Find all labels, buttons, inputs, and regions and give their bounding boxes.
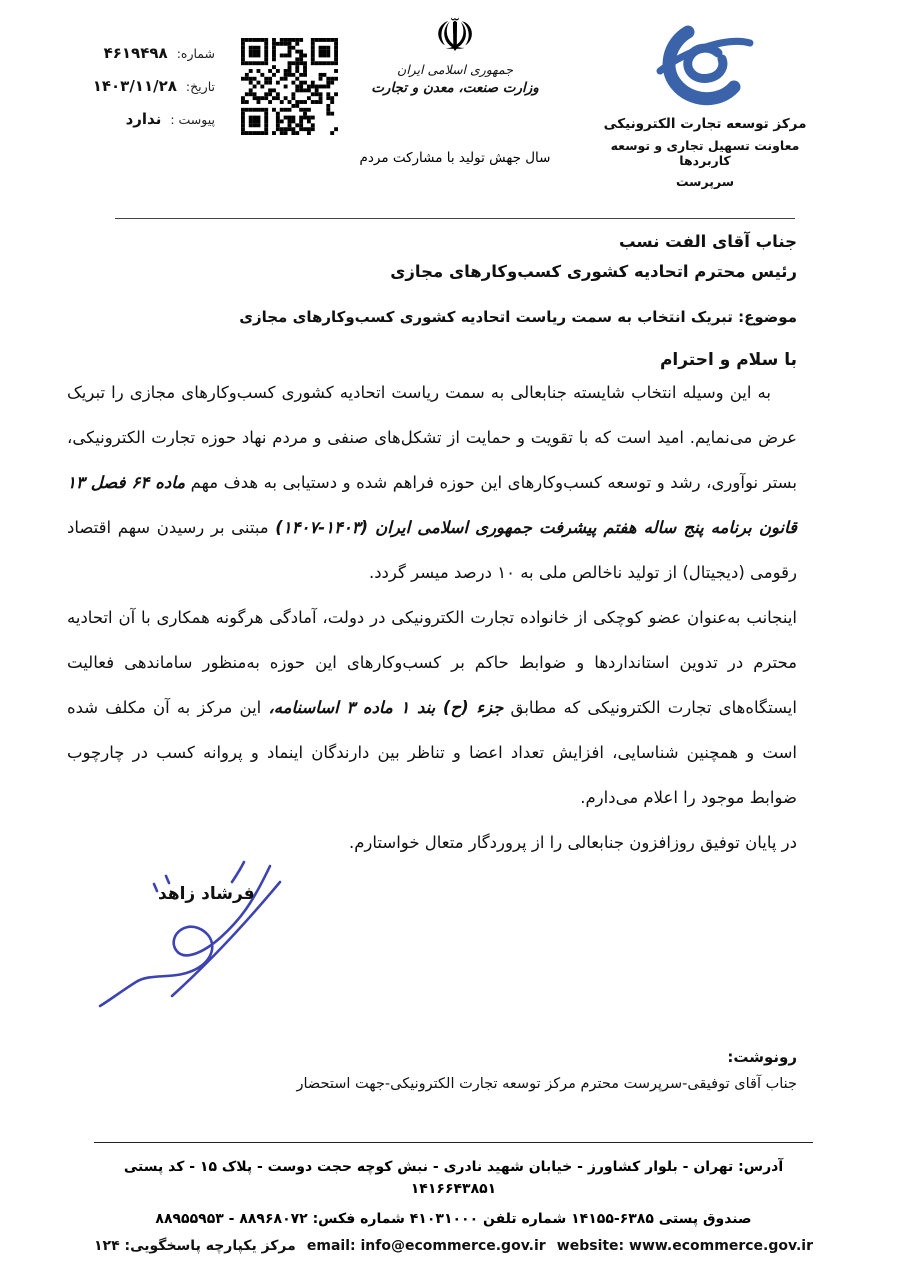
org-role: سرپرست [675, 174, 735, 189]
footer-links-row [94, 1238, 813, 1254]
footer-email-value: info@ecommerce.gov.ir [360, 1238, 546, 1254]
letter-attachment-value: ندارد [125, 110, 162, 128]
footer-website-label: website: [556, 1238, 625, 1254]
ministry-name: وزارت صنعت، معدن و تجارت [371, 80, 539, 96]
recipient-name: جناب آقای الفت نسب [618, 232, 797, 251]
footer-divider [94, 1142, 813, 1143]
footer-hotline: مرکز یکپارچه پاسخگویی: ۱۲۴ [94, 1238, 296, 1254]
footer-email [307, 1238, 546, 1254]
iran-national-emblem-icon: ☫ [434, 8, 476, 62]
footer-website [557, 1238, 813, 1254]
handwritten-signature-icon [92, 852, 332, 1022]
org-deputy: معاونت تسهیل تجاری و توسعه کاربردها [610, 138, 800, 168]
letter-number-row [70, 44, 215, 62]
paragraph-1: به این وسیله انتخاب شایسته جنابعالی به سمت ریاست اتحادیه کشوری کسب‌وکارهای مجازی را تبریک عرض می‌نمایم. امید است که با تقویت و حمایت از تشکل‌های صنفی و مردم نهاد حوزه تجارت الکترونیکی، بستر نوآوری، رشد و توسعه کسب‌وکارهای این حوزه فراهم شده و دستیابی به هدف مهم ماده ۶۴ فصل ۱۳ قانون برنامه پنج ساله هفتم پیشرفت جمهوری اسلامی ایران (۱۴۰۳-۱۴۰۷) مبتنی بر رسیدن سهم اقتصاد رقومی (دیجیتال) از تولید ناخالص ملی به ۱۰ درصد میسر گردد. [67, 383, 797, 582]
signature-block [92, 852, 332, 1022]
letter-date-value: ۱۴۰۳/۱۱/۲۸ [92, 77, 177, 95]
closing-line: در پایان توفیق روزافزون جنابعالی را از پروردگار متعال خواستارم. [348, 833, 797, 852]
header-divider [115, 218, 795, 219]
letter-attachment-row [70, 110, 215, 128]
recipient-title: رئیس محترم اتحادیه کشوری کسب‌وکارهای مجازی [390, 262, 797, 281]
qr-code-icon [241, 38, 338, 135]
footer-website-value: www.ecommerce.gov.ir [629, 1238, 813, 1254]
letter-footer [94, 1142, 813, 1254]
year-slogan: سال جهش تولید با مشارکت مردم [359, 150, 551, 166]
letter-body [67, 227, 797, 865]
letter-number-value: ۴۶۱۹۴۹۸ [103, 44, 168, 62]
letter-number-label: شماره: [176, 46, 215, 61]
org-name: مرکز توسعه تجارت الکترونیکی [603, 116, 807, 132]
country-name: جمهوری اسلامی ایران [397, 62, 513, 77]
org-block [585, 16, 825, 189]
ministry-emblem-block [355, 8, 555, 96]
ecommerce-globe-logo-icon [653, 16, 757, 112]
letter-meta [70, 44, 215, 143]
footer-contact: صندوق پستی ۶۳۸۵-۱۴۱۵۵ شماره تلفن ۴۱۰۳۱۰۰۰ شماره فکس: ۸۸۹۶۸۰۷۲ - ۸۸۹۵۵۹۵۳ [155, 1211, 752, 1227]
salutation: با سلام و احترام [659, 350, 797, 370]
footer-address: آدرس: تهران - بلوار کشاورز - خیابان شهید نادری - نبش کوچه حجت دوست - پلاک ۱۵ - کد پستی ۱۴۱۶۶۴۳۸۵۱ [123, 1159, 784, 1197]
letter-date-label: تاریخ: [185, 79, 215, 94]
cc-block [67, 1044, 797, 1098]
signer-name: فرشاد زاهد [158, 884, 255, 904]
cc-recipient: جناب آقای توفیقی-سرپرست محترم مرکز توسعه تجارت الکترونیکی-جهت استحضار [296, 1076, 797, 1092]
footer-email-label: email: [306, 1238, 356, 1254]
paragraph-2: اینجانب به‌عنوان عضو کوچکی از خانواده تجارت الکترونیکی در دولت، آمادگی هرگونه همکاری با آن اتحادیه محترم در تدوین استانداردها و ضوابط حاکم بر کسب‌وکارهای این حوزه به‌منظور ساماندهی فعالیت ایستگاه‌های تجارت الکترونیکی که مطابق جزء (ح) بند ۱ ماده ۳ اساسنامه، این مرکز به آن مکلف شده است و همچنین شناسایی، افزایش تعداد اعضا و تناظر بین دارندگان اینماد و پروانه کسب در چارچوب ضوابط موجود را اعلام می‌دارم. [67, 608, 797, 807]
subject-line: موضوع: تبریک انتخاب به سمت ریاست اتحادیه کشوری کسب‌وکارهای مجازی [239, 308, 797, 326]
letter-attachment-label: پیوست : [170, 112, 215, 127]
cc-label: رونوشت: [727, 1048, 797, 1066]
letter-date-row [70, 77, 215, 95]
